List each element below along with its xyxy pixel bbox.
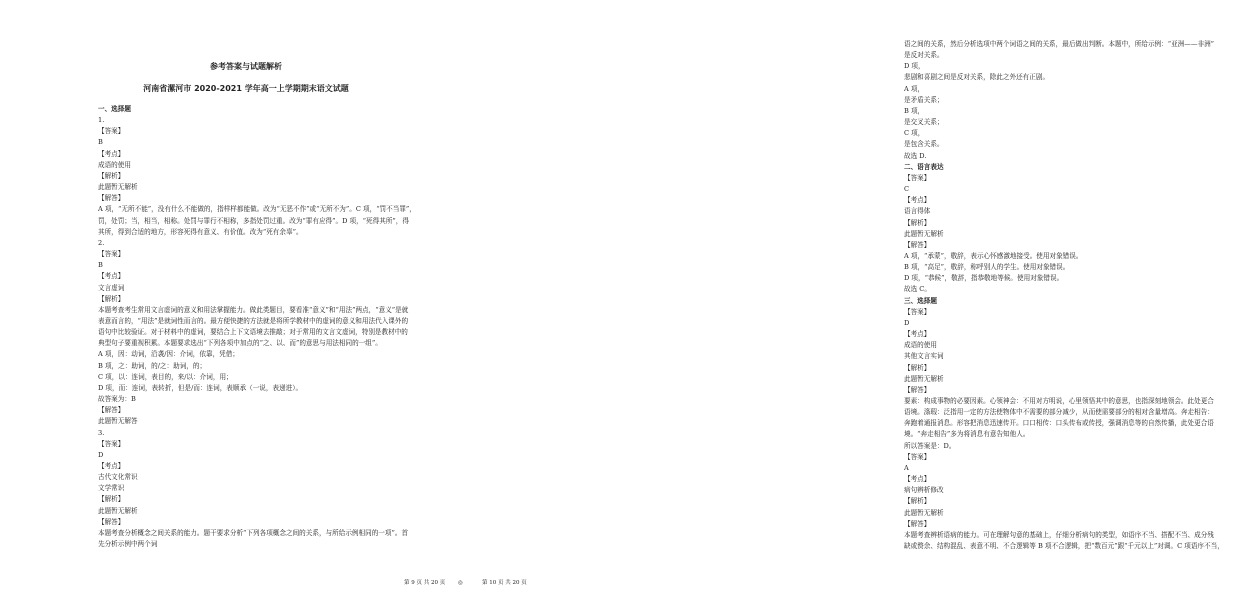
left-page [0, 0, 430, 608]
text-line: 本题考查分析概念之间关系的能力。题干要求分析“下列各项概念之间的关系，与所给示例相同的一项”。首 [98, 528, 409, 537]
text-line: 成语的使用 [98, 160, 131, 169]
text-line: D 项， [904, 62, 925, 71]
text-line: 其他文言实词 [904, 352, 944, 361]
text-line: 故选 C。 [904, 285, 931, 294]
text-line: 语境。涤瑕：泛指用一定的方法使物体中不需要的部分减少，从而使需要部分的相对含量增高。奔走相告： [904, 408, 1214, 417]
text-line: 此题暂无解析 [904, 508, 944, 517]
text-line: 典型句子要重视积累。本题要求选出“下列各项中加点的“之、以、而”的意思与用法相同的一组”。 [98, 339, 382, 348]
text-line: A 项， [904, 84, 925, 93]
text-line: A 项，因：动词，沿袭/因：介词，依靠，凭借； [98, 350, 239, 359]
document-subtitle: 河南省漯河市 2020-2021 学年高一上学期期末语文试题 [143, 84, 349, 93]
page-footer [0, 577, 860, 589]
text-line: 表意而言的，“用法”是就词性而言的。最方便快捷的方法就是将所学教材中的虚词的意义和用法代入课外的 [98, 316, 409, 325]
text-line: 【解析】 [98, 294, 125, 303]
text-line: D 项，而：连词，表转折，但是/而：连词，表顺承（一说，表递进）。 [98, 383, 303, 392]
text-line: 【答案】 [98, 439, 125, 448]
text-line: 缺或赘余、结构混乱、表意不明、不合逻辑等 B 项不合逻辑，把“数百元”跟“千元以上”对调。C 项语序不当， [904, 542, 1224, 551]
left-column-text [98, 104, 416, 550]
text-line: 古代文化常识 [98, 473, 138, 482]
text-line: C 项， [904, 129, 925, 138]
text-line: 罚，处罚；当，相当，相称。处罚与罪行不相称，多指处罚过重。改为“罪有应得”。D 项，“死得其所”，得 [98, 216, 409, 225]
text-line: 1. [98, 116, 105, 125]
text-line: 文言虚词 [98, 283, 125, 292]
text-line: 【答案】 [904, 452, 931, 461]
text-line: 【考点】 [98, 462, 125, 470]
text-line: 【考点】 [904, 196, 931, 205]
text-line: 是矛盾关系； [904, 95, 944, 104]
left-page-number: 第 9 页 共 20 页 [404, 580, 446, 586]
text-line: 其所，得到合适的地方，形容死得有意义、有价值。改为“死有余辜”。 [98, 227, 303, 236]
text-line: B [98, 261, 103, 270]
text-line: C [904, 185, 910, 194]
text-line: 【解析】 [904, 363, 931, 372]
text-line: 【解析】 [904, 218, 931, 227]
text-line: 故选 D. [904, 151, 927, 160]
text-line: 【考点】 [98, 272, 125, 281]
text-line: 语句中比较验证。对于材料中的虚词，要结合上下文语境去推敲；对于常用的文言文虚词，特别是教材中的 [98, 328, 408, 337]
text-line: 【答案】 [98, 127, 125, 136]
text-line: 境。“奔走相告”多为将消息有意告知他人。 [904, 430, 1030, 439]
text-line: 2. [98, 238, 105, 247]
text-line: A 项，“承蒙”，敬辞，表示心怀感激地接受。使用对象错误。 [904, 251, 1083, 260]
text-line: 病句辨析修改 [904, 486, 944, 495]
text-line: 要素：构成事物的必要因素。心领神会：不用对方明说，心里领悟其中的意思，也指深刻地领会。此处更合 [904, 397, 1214, 405]
text-line: D [904, 318, 910, 327]
text-line: 此题暂无解析 [98, 506, 138, 515]
text-line: 是包含关系。 [904, 140, 944, 149]
text-line: 奔跑着通报消息。形容把消息迅速传开。口口相传：口头传布或传授，强调消息等的自然传播，此处更合语 [904, 419, 1214, 428]
text-line: 文学常识 [98, 484, 125, 493]
right-page-number: 第 10 页 共 20 页 [482, 580, 527, 586]
text-line: 【考点】 [904, 330, 931, 339]
text-line: 【答案】 [904, 307, 931, 316]
text-line: 【答案】 [904, 173, 931, 182]
text-line: 【考点】 [904, 475, 931, 484]
text-line: 【解答】 [904, 240, 931, 249]
text-line: A 项，“无所不能”，没有什么不能做的，指样样都能做。改为“无恶不作”或“无所不为”。C 项，“罚不当罪”， [98, 205, 416, 214]
text-line: 【解答】 [904, 519, 931, 528]
text-line: 此题暂无解答 [98, 417, 138, 426]
text-line: B 项，“高足”，敬辞，称呼别人的学生。使用对象错误。 [904, 263, 1070, 272]
section-heading: 一、选择题 [98, 105, 131, 113]
text-line: C 项，以：连词，表目的，来/以：介词，用； [98, 372, 233, 381]
text-line: 【考点】 [98, 149, 125, 158]
text-line: 此题暂无解析 [904, 374, 944, 383]
right-column-text [904, 39, 1248, 552]
text-line: 此题暂无解析 [98, 183, 138, 192]
text-line: 语之间的关系，然后分析选项中两个词语之间的关系，最后做出判断。本题中，所给示例：“亚洲——非洲” [904, 40, 1215, 48]
section-heading: 二、语言表达 [904, 162, 944, 171]
text-line: 本题考查辨析语病的能力。可在理解句意的基础上，仔细分析病句的类型，如语序不当、搭配不当、成分残 [904, 530, 1214, 539]
text-line: 3. [98, 428, 105, 437]
text-line: 【解析】 [904, 497, 931, 506]
text-line: B [98, 138, 103, 147]
text-line: B 项， [904, 106, 925, 115]
text-line: B 项，之：助词，的/之：助词，的； [98, 361, 207, 370]
text-line: D 项，“恭候”，敬辞，指恭敬地等候。使用对象错误。 [904, 274, 1064, 283]
text-line: 是交叉关系； [904, 118, 944, 127]
right-page [430, 0, 1224, 608]
text-line: A [904, 463, 909, 472]
text-line: 是反对关系。 [904, 51, 944, 60]
document-title: 参考答案与试题解析 [210, 62, 282, 71]
text-line: 【解答】 [98, 194, 125, 203]
text-line: 先分析示例中两个词 [98, 540, 158, 549]
center-mark-icon: ◎ [458, 580, 463, 586]
text-line: 悲剧和喜剧之间是反对关系，除此之外还有正剧。 [904, 73, 1050, 82]
text-line: 【解答】 [98, 406, 125, 415]
text-line: 成语的使用 [904, 341, 937, 350]
text-line: 所以答案是：D。 [904, 441, 956, 450]
section-heading: 三、选择题 [904, 296, 937, 305]
text-line: D [98, 450, 104, 459]
text-line: 此题暂无解析 [904, 229, 944, 238]
text-line: 语言得体 [904, 207, 931, 216]
text-line: 本题考查考生常用文言虚词的意义和用法掌握能力。做此类题目，要看准“意义”和“用法”两点，“意义”是就 [98, 305, 409, 314]
text-line: 【解析】 [98, 495, 125, 504]
text-line: 故答案为：B [98, 395, 136, 404]
text-line: 【解答】 [904, 385, 931, 394]
text-line: 【答案】 [98, 250, 125, 259]
text-line: 【解析】 [98, 171, 125, 180]
text-line: 【解答】 [98, 517, 125, 526]
